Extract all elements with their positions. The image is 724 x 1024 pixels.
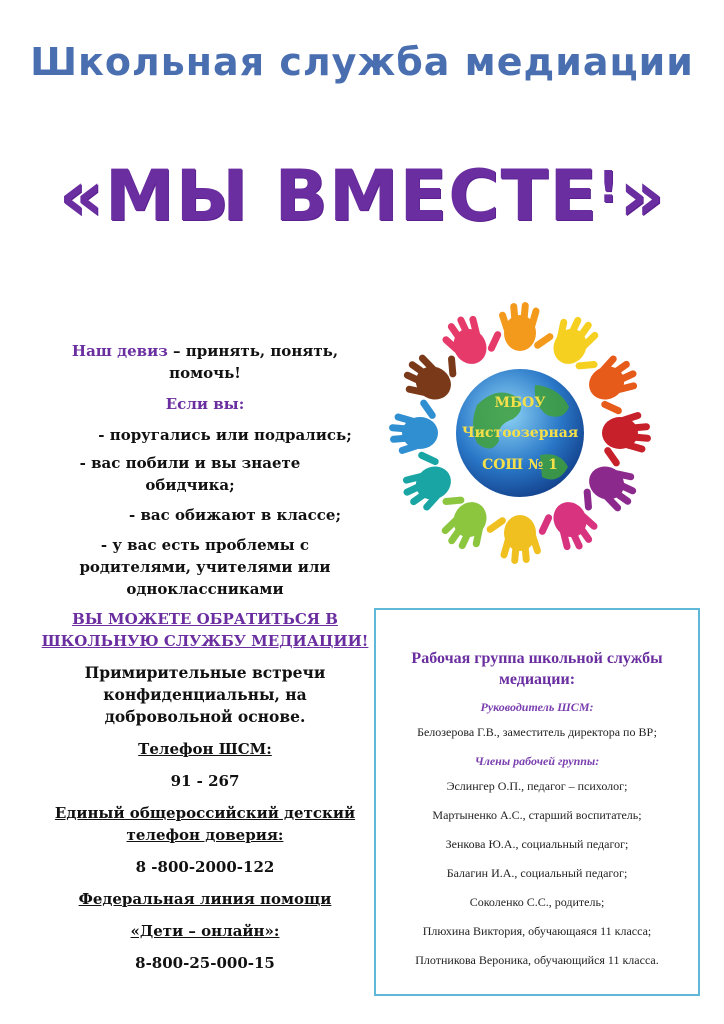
- hand-icon: [389, 444, 460, 518]
- federal-label: Федеральная линия помощи: [78, 890, 332, 908]
- hand-icon: [485, 515, 542, 564]
- hands-circle-logo: [365, 275, 675, 585]
- members-label: Члены рабочей группы:: [474, 754, 600, 768]
- situation-item: - вас обижают в классе;: [129, 506, 341, 524]
- hand-icon: [498, 302, 555, 351]
- motto-label: Наш девиз: [71, 342, 168, 360]
- working-group-box: [374, 608, 700, 996]
- member-item: Эслингер О.П., педагог – психолог;: [446, 779, 628, 793]
- member-item: Зенкова Ю.А., социальный педагог;: [445, 837, 629, 851]
- call-to-action: ВЫ МОЖЕТЕ ОБРАТИТЬСЯ В ШКОЛЬНУЮ СЛУЖБУ МЕДИАЦИИ!: [41, 610, 369, 650]
- member-item: Соколенко С.С., родитель;: [469, 895, 605, 909]
- leader-name: Белозерова Г.В., заместитель директора по ВР;: [417, 725, 657, 739]
- slogan: [0, 155, 724, 237]
- hotline-label: Единый общероссийский детский телефон доверия:: [54, 804, 356, 844]
- working-group-heading: Рабочая группа школьной службы медиации:: [411, 650, 663, 688]
- federal-name: «Дети – онлайн»:: [130, 922, 280, 940]
- leader-label: Руководитель ШСМ:: [480, 700, 594, 714]
- if-you-label: Если вы:: [165, 395, 245, 413]
- page-title: Школьная служба медиации: [30, 40, 694, 84]
- situation-item: - вас побили и вы знаете обидчика;: [79, 454, 301, 494]
- hand-icon: [435, 302, 509, 373]
- hand-icon: [531, 493, 605, 564]
- situation-item: - поругались или подрались;: [98, 426, 352, 444]
- hand-icon: [580, 348, 651, 422]
- phone-label: Телефон ШСМ:: [138, 740, 272, 758]
- logo-line-3: СОШ № 1: [482, 457, 558, 473]
- slogan-close: »: [619, 155, 666, 237]
- phone-number: 91 - 267: [170, 772, 240, 790]
- member-item: Балагин И.А., социальный педагог;: [446, 866, 628, 880]
- info-column: [40, 340, 370, 974]
- hand-icon: [389, 398, 438, 455]
- hand-icon: [602, 411, 651, 468]
- slogan-open: «МЫ ВМЕСТЕ: [58, 155, 599, 237]
- situation-item: - у вас есть проблемы с родителями, учителями или одноклассниками: [79, 536, 331, 598]
- member-item: Плотникова Вероника, обучающийся 11 класса.: [415, 953, 659, 967]
- motto: [40, 340, 370, 384]
- federal-phone: 8-800-25-000-15: [135, 954, 275, 972]
- confidential-note: Примирительные встречи конфиденциальны, на добровольной основе.: [84, 663, 326, 726]
- slogan-exclamation: !: [598, 162, 620, 213]
- hotline-number: 8 -800-2000-122: [135, 858, 275, 876]
- member-item: Плюхина Виктория, обучающаяся 11 класса;: [422, 924, 652, 938]
- motto-text: – принять, понять, помочь!: [167, 342, 339, 382]
- member-item: Мартыненко А.С., старший воспитатель;: [432, 808, 642, 822]
- logo-line-2: Чистоозерная: [461, 425, 579, 441]
- logo-line-1: МБОУ: [494, 395, 546, 411]
